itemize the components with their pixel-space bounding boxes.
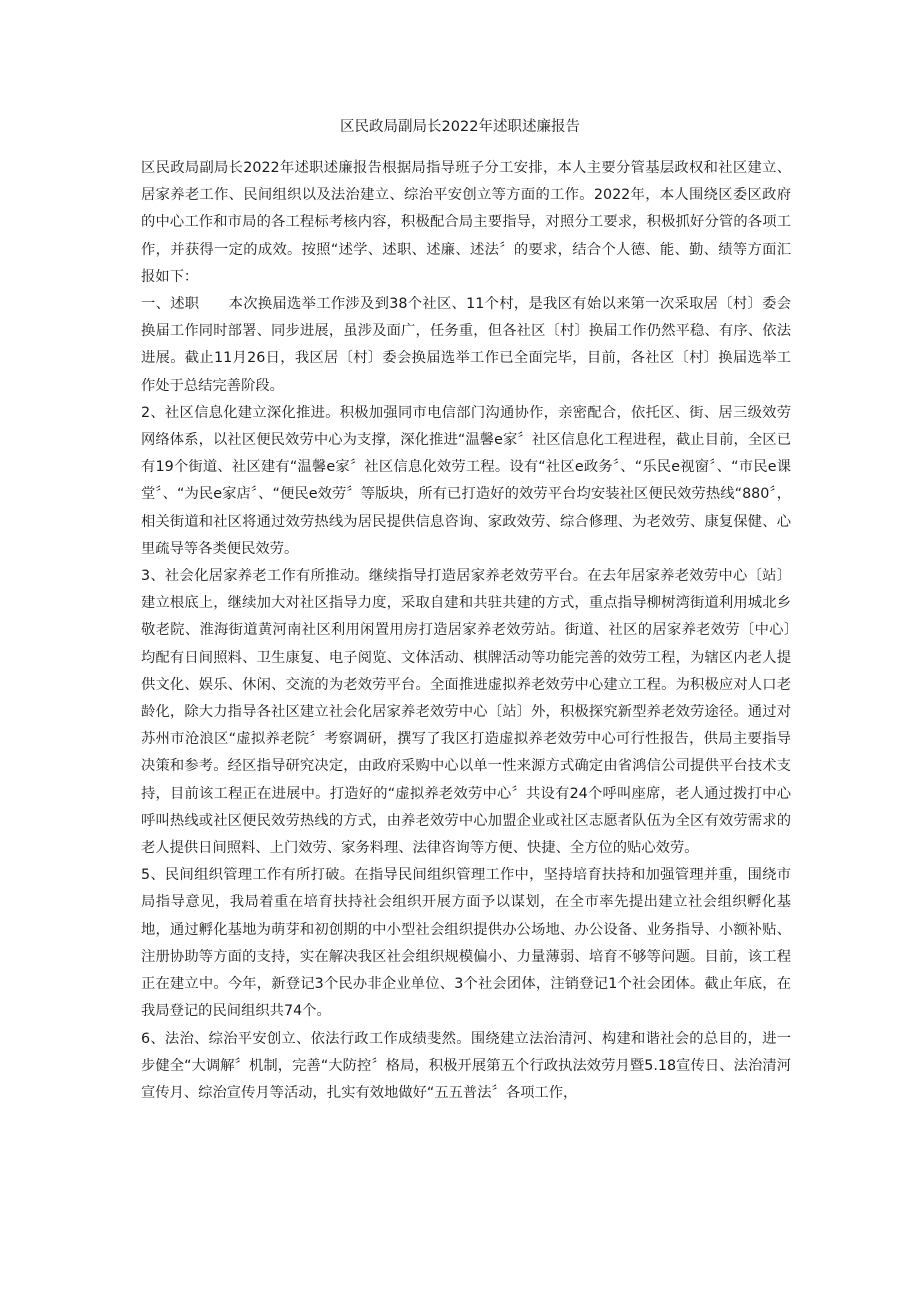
paragraph-1-election: 一、述职 本次换届选举工作涉及到38个社区、11个村，是我区有始以来第一次采取居〔村〕委会换届工作同时部署、同步进展，虽涉及面广，任务重，但各社区〔村〕换届工作仍然平稳、有序、依法进展。截止11月26日，我区居〔村〕委会换届选举工作已全面完毕，目前，各社区〔村〕换届选举工作处于总结完善阶段。 <box>141 296 791 394</box>
paragraph-3-elderly-care: 3、社会化居家养老工作有所推动。继续指导打造居家养老效劳平台。在去年居家养老效劳中心〔站〕建立根底上，继续加大对社区指导力度，采取自建和共驻共建的方式，重点指导柳树湾街道利用城北乡敬老院、淮海街道黄河南社区利用闲置用房打造居家养老效劳站。街道、社区的居家养老效劳〔中心〕 均配有日间照料、卫生康复、电子阅览、文体活动、棋牌活动等功能完善的效劳工程，为辖区内老人提供文化、娱乐、休闲、交流的为老效劳平台。全面推进虚拟养老效劳中心建立工程。为积极应对人口老龄化，除大力指导各社区建立社会化居家养老效劳中心〔站〕外，积极探究新型养老效劳途径。通过对苏州市沧浪区“虚拟养老院〞考察调研，撰写了我区打造虚拟养老效劳中心可行性报告，供局主要指导决策和参考。经区指导研究决定，由政府采购中心以单一性来源方式确定由省鸿信公司提供平台技术支持，目前该工程正在进展中。打造好的“虚拟养老效劳中心〞共设有24个呼叫座席，老人通过拨打中心呼叫热线或社区便民效劳热线的方式，由养老效劳中心加盟企业或社区志愿者队伍为全区有效劳需求的老人提供日间照料、上门效劳、家务料理、法律咨询等方便、快捷、全方位的贴心效劳。 <box>141 568 806 857</box>
paragraph-2-informatization: 2、社区信息化建立深化推进。积极加强同市电信部门沟通协作，亲密配合，依托区、街、居三级效劳网络体系，以社区便民效劳中心为支撑，深化推进“温馨e家〞社区信息化工程进程，截止目前，全区已有19个街道、社区建有“温馨e家〞社区信息化效劳工程。设有“社区e政务〞、“乐民e视窗〞、“市民e课堂〞、“为民e家店〞、“便民e效劳〞等版块，所有已打造好的效劳平台均安装社区便民效劳热线“880〞，相关街道和社区将通过效劳热线为居民提供信息咨询、家政效劳、综合修理、为老效劳、康复保健、心里疏导等各类便民效劳。 <box>141 404 791 557</box>
document-body <box>141 155 806 1107</box>
paragraph-5-civil-organizations: 5、民间组织管理工作有所打破。在指导民间组织管理工作中，坚持培育扶持和加强管理并重，围绕市局指导意见，我局着重在培育扶持社会组织开展方面予以谋划，在全市率先提出建立社会组织孵化基地，通过孵化基地为萌芽和初创期的中小型社会组织提供办公场地、办公设备、业务指导、小额补贴、注册协助等方面的支持，实在解决我区社会组织规模偏小、力量薄弱、培育不够等问题。目前，该工程正在建立中。今年，新登记3个民办非企业单位、3个社会团体，注销登记1个社会团体。截止年底，在我局登记的民间组织共74个。 <box>141 867 791 1020</box>
document-title: 区民政局副局长2022年述职述廉报告 <box>340 119 580 135</box>
paragraph-intro: 区民政局副局长2022年述职述廉报告根据局指导班子分工安排，本人主要分管基层政权和社区建立、居家养老工作、民间组织以及法治建立、综治平安创立等方面的工作。2022年，本人围绕区委区政府的中心工作和市局的各工程标考核内容，积极配合局主要指导，对照分工要求，积极抓好分管的各项工作，并获得一定的成效。按照“述学、述职、述廉、述法〞的要求，结合个人德、能、勤、绩等方面汇报如下： <box>141 160 791 285</box>
paragraph-6-rule-of-law: 6、法治、综治平安创立、依法行政工作成绩斐然。围绕建立法治清河、构建和谐社会的总目的，进一步健全“大调解〞机制，完善“大防控〞格局，积极开展第五个行政执法效劳月暨5.18宣传日、法治清河宣传月、综治宣传月等活动，扎实有效地做好“五五普法〞各项工作， <box>141 1030 791 1101</box>
